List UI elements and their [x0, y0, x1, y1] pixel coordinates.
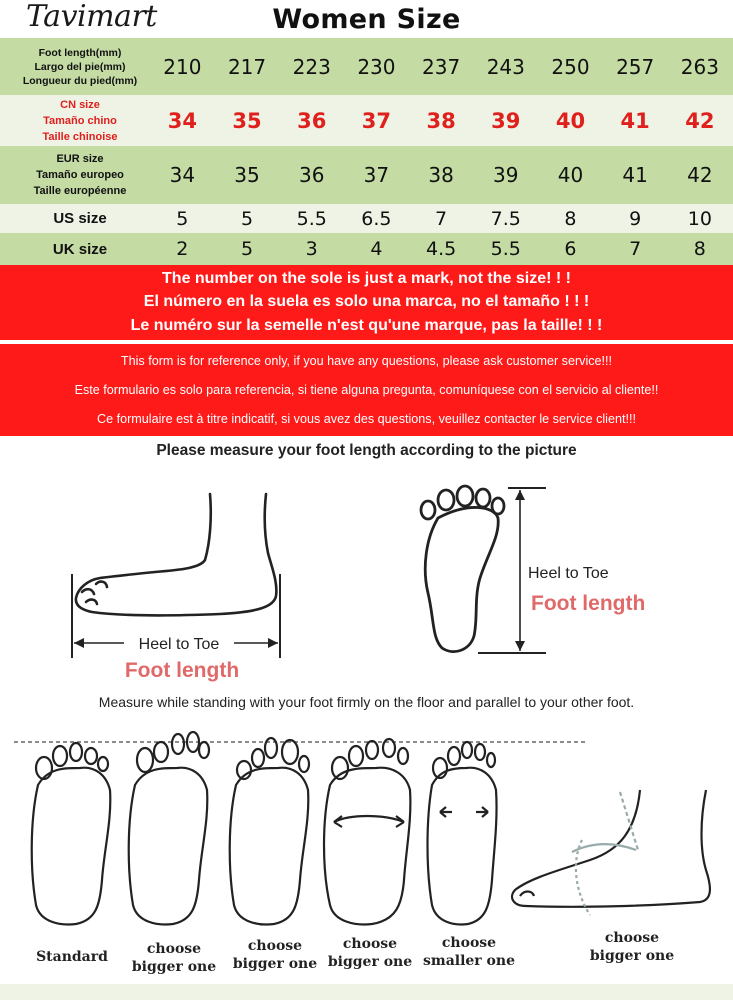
bottom-strip: [0, 984, 733, 1000]
side-arrow-right: [268, 638, 278, 648]
caption-bigger-2-line2: bigger one: [232, 956, 318, 972]
eur-size-label-es: Tamaño europeo: [36, 169, 124, 181]
side-heel-to-toe-label: Heel to Toe: [138, 636, 220, 653]
caption-standard-line1: Standard: [36, 949, 108, 965]
eur-size-cell: 41: [622, 163, 648, 187]
foot-length-cell: 217: [227, 54, 267, 79]
us-size-cell: 9: [629, 207, 642, 230]
caption-standard: [22, 948, 122, 966]
caption-bigger-4-line2: bigger one: [589, 948, 675, 964]
uk-size-cell: 2: [176, 238, 189, 260]
uk-size-label: UK size: [52, 240, 108, 258]
cn-size-label-en: CN size: [60, 98, 100, 111]
eur-size-row: [0, 146, 733, 204]
foot-length-cell: 263: [680, 54, 719, 79]
caption-bigger-2-line1: choose: [247, 938, 303, 954]
foot-length-cell: 237: [422, 54, 461, 79]
foot-length-cell: 230: [357, 54, 396, 79]
sole-foot-outline: [421, 486, 504, 652]
us-size-cell: 8: [564, 207, 577, 230]
foot-length-label: [0, 46, 160, 88]
uk-size-cell: 3: [305, 238, 318, 260]
eur-size-cell: 40: [557, 163, 584, 187]
us-size-cell: 5.5: [296, 207, 327, 230]
caption-bigger-3: [320, 935, 420, 971]
sole-heel-to-toe-label: Heel to Toe: [528, 565, 609, 582]
cn-size-cell: 42: [685, 108, 715, 133]
eur-size-values: [150, 146, 733, 204]
eur-size-cell: 39: [493, 163, 519, 187]
cn-size-label-fr: Taille chinoise: [42, 130, 118, 143]
measure-instruction: Measure while standing with your foot firmly on the floor and parallel to your other foot.: [98, 694, 635, 710]
side-arrow-left: [74, 638, 84, 648]
reference-notice-en: This form is for reference only, if you have any questions, please ask customer service!!!: [120, 354, 613, 369]
caption-bigger-1-line2: bigger one: [131, 959, 217, 975]
caption-bigger-4: [582, 929, 682, 965]
sole-arrow-top: [515, 490, 525, 500]
cn-size-cell: 37: [361, 108, 392, 133]
uk-size-cell: 4: [370, 238, 383, 260]
us-size-cell: 7.5: [490, 207, 521, 230]
eur-size-cell: 38: [428, 163, 454, 187]
sole-notice-fr: Le numéro sur la semelle n'est qu'une marque, pas la taille! ! !: [130, 317, 603, 335]
eur-size-cell: 37: [363, 163, 390, 187]
us-size-row: [0, 204, 733, 233]
sole-view-foot-figure: [408, 478, 668, 663]
cn-size-cell: 41: [620, 108, 650, 133]
uk-size-cell: 6: [564, 238, 577, 260]
caption-bigger-1-line1: choose: [146, 941, 202, 957]
uk-size-values: [150, 233, 733, 265]
cn-size-label-es: Tamaño chino: [43, 114, 117, 127]
eur-size-label: [0, 151, 160, 199]
measure-heading: Please measure your foot length according to the picture: [156, 442, 577, 459]
eur-size-label-en: EUR size: [56, 153, 104, 165]
chart-title: Women Size: [272, 3, 461, 35]
caption-bigger-1: [124, 940, 224, 976]
side-view-foot-figure: [60, 488, 290, 683]
foot-length-cell: 210: [163, 54, 202, 79]
cn-size-cell: 34: [167, 108, 197, 133]
eur-size-cell: 42: [687, 163, 713, 187]
foot-length-cell: 223: [292, 54, 331, 79]
eur-size-label-fr: Taille européenne: [33, 185, 127, 197]
foot-length-cell: 243: [486, 54, 525, 79]
sole-arrow-bottom: [515, 641, 525, 651]
caption-bigger-4-line1: choose: [604, 930, 660, 946]
caption-smaller-line1: choose: [441, 935, 497, 951]
caption-bigger-3-line1: choose: [342, 936, 398, 952]
caption-bigger-3-line2: bigger one: [327, 954, 413, 970]
foot-length-label-en: Foot length(mm): [38, 46, 122, 59]
cn-size-label: [0, 97, 160, 145]
us-size-values: [150, 204, 733, 233]
us-size-cell: 10: [687, 207, 712, 230]
uk-size-cell: 7: [629, 238, 642, 260]
cn-size-cell: 38: [426, 108, 456, 133]
uk-size-row: [0, 233, 733, 265]
us-size-label: US size: [53, 210, 107, 227]
eur-size-cell: 35: [234, 163, 260, 187]
foot-length-row: [0, 38, 733, 95]
us-size-cell: 5: [240, 207, 254, 230]
caption-smaller-line2: smaller one: [423, 953, 515, 969]
us-size-cell: 6.5: [361, 207, 392, 230]
uk-size-cell: 5.5: [490, 238, 521, 260]
fit-guide-figure: [0, 730, 733, 940]
foot-high-instep: [512, 790, 710, 915]
eur-size-cell: 36: [298, 163, 325, 187]
cn-size-cell: 36: [297, 108, 327, 133]
uk-size-cell: 4.5: [425, 238, 457, 260]
sole-notice-en: The number on the sole is just a mark, not the size! ! !: [162, 269, 571, 287]
brand-logo: Tavimart: [26, 0, 157, 34]
foot-long-second-toe: [230, 738, 309, 924]
foot-wide: [324, 739, 410, 924]
sole-foot-length-label: Foot length: [531, 592, 646, 615]
side-foot-length-label: Foot length: [124, 659, 240, 682]
cn-size-cell: 35: [232, 108, 262, 133]
reference-notice-fr: Ce formulaire est à titre indicatif, si vous avez des questions, veuillez contacter le service client!!!: [97, 411, 636, 426]
foot-standard: [32, 743, 111, 924]
uk-size-cell: 5: [240, 238, 254, 260]
foot-long-toe: [129, 732, 209, 924]
foot-length-cell: 250: [551, 54, 590, 79]
cn-size-cell: 39: [491, 108, 521, 133]
sole-mark-notice: [0, 265, 733, 340]
cn-size-values: [150, 95, 733, 146]
foot-length-cell: 257: [616, 54, 655, 79]
uk-size-cell: 8: [693, 238, 706, 260]
foot-length-label-es: Largo del pie(mm): [34, 60, 126, 73]
foot-length-label-fr: Longueur du pied(mm): [22, 74, 138, 87]
cn-size-cell: 40: [555, 108, 586, 133]
caption-bigger-2: [225, 937, 325, 973]
side-foot-outline: [76, 494, 276, 615]
cn-size-row: [0, 95, 733, 146]
us-size-cell: 7: [435, 207, 448, 230]
us-size-cell: 5: [176, 207, 189, 230]
sole-notice-es: El número en la suela es solo una marca, no el tamaño ! ! !: [143, 293, 590, 311]
eur-size-cell: 34: [169, 163, 196, 187]
reference-notice: [0, 344, 733, 436]
reference-notice-es: Este formulario es solo para referencia, si tiene alguna pregunta, comuníquese con el servicio al cliente!!: [74, 382, 659, 397]
foot-narrow: [428, 742, 497, 924]
caption-smaller: [414, 934, 524, 970]
foot-length-values: [150, 38, 733, 95]
